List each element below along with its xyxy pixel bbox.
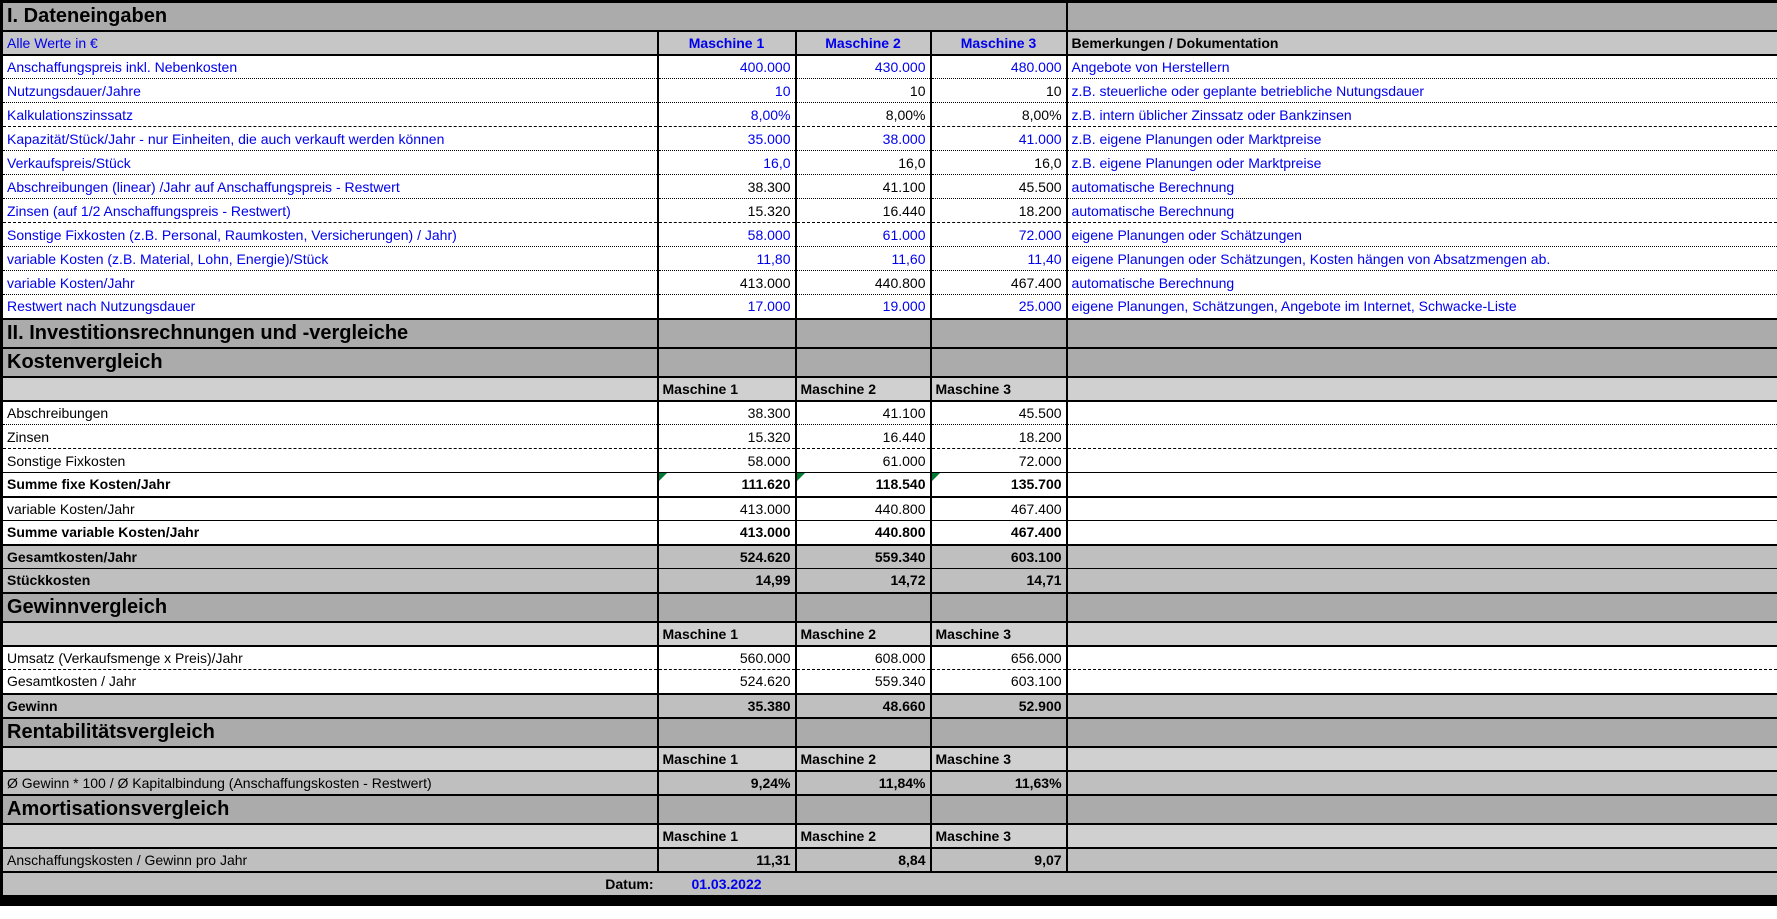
value-cell-maschine-3: 45.500 (931, 175, 1067, 199)
value-cell-maschine-3: 603.100 (931, 545, 1067, 569)
empty-cell (1067, 747, 1777, 771)
value-cell-maschine-1[interactable]: 11,80 (658, 247, 796, 271)
value-cell-maschine-2: 48.660 (796, 694, 931, 718)
value-cell-maschine-1: 15.320 (658, 199, 796, 223)
data-row (2, 670, 1777, 694)
section2-title-row (2, 319, 1777, 348)
machine-header-1: Maschine 1 (658, 377, 796, 401)
value-cell-maschine-1: 111.620 (658, 473, 796, 497)
date-value[interactable]: 01.03.2022 (658, 872, 796, 896)
value-cell-maschine-2: 41.100 (796, 401, 931, 425)
row-label-cell: Summe variable Kosten/Jahr (2, 521, 658, 545)
data-row (2, 127, 1777, 151)
value-cell-maschine-1[interactable]: 10 (658, 79, 796, 103)
empty-cell (1067, 848, 1777, 872)
section1-title-row (2, 2, 1777, 31)
remark-cell: eigene Planungen, Schätzungen, Angebote im Internet, Schwacke-Liste (1067, 295, 1777, 319)
empty-cell (1067, 2, 1777, 31)
empty-cell (931, 319, 1067, 348)
value-cell-maschine-2[interactable]: 19.000 (796, 295, 931, 319)
value-cell-maschine-3: 656.000 (931, 646, 1067, 670)
row-label-cell: Kapazität/Stück/Jahr - nur Einheiten, die auch verkauft werden können (2, 127, 658, 151)
row-label-cell: Abschreibungen (linear) /Jahr auf Anschaffungspreis - Restwert (2, 175, 658, 199)
value-cell-maschine-1: 58.000 (658, 449, 796, 473)
value-cell-maschine-1: 35.380 (658, 694, 796, 718)
row-label-cell: Zinsen (2, 425, 658, 449)
data-row (2, 401, 1777, 425)
empty-cell (658, 593, 796, 622)
date-label: Datum: (2, 872, 658, 896)
value-cell-maschine-2: 61.000 (796, 449, 931, 473)
empty-cell (1067, 521, 1777, 545)
machine-header-row (2, 622, 1777, 646)
row-label-cell: variable Kosten (z.B. Material, Lohn, Energie)/Stück (2, 247, 658, 271)
empty-cell (931, 795, 1067, 824)
value-cell-maschine-2[interactable]: 38.000 (796, 127, 931, 151)
empty-cell (658, 718, 796, 747)
row-label-cell: Sonstige Fixkosten (z.B. Personal, Raumkosten, Versicherungen) / Jahr) (2, 223, 658, 247)
value-cell-maschine-3: 11,63% (931, 771, 1067, 795)
value-cell-maschine-2: 559.340 (796, 670, 931, 694)
machine-header-2: Maschine 2 (796, 31, 931, 55)
empty-cell (1067, 593, 1777, 622)
empty-cell (1067, 670, 1777, 694)
value-cell-maschine-3: 52.900 (931, 694, 1067, 718)
row-label-cell: Gesamtkosten / Jahr (2, 670, 658, 694)
empty-cell (1067, 545, 1777, 569)
value-cell-maschine-2: 440.800 (796, 521, 931, 545)
empty-cell (796, 593, 931, 622)
data-row (2, 646, 1777, 670)
value-cell-maschine-1[interactable]: 8,00% (658, 103, 796, 127)
data-row (2, 271, 1777, 295)
empty-cell (2, 824, 658, 848)
empty-cell (796, 348, 931, 377)
remark-cell: eigene Planungen oder Schätzungen (1067, 223, 1777, 247)
machine-header-row (2, 824, 1777, 848)
data-row (2, 848, 1777, 872)
data-row (2, 199, 1777, 223)
value-cell-maschine-3: 467.400 (931, 497, 1067, 521)
section2-title: II. Investitionsrechnungen und -vergleiche (2, 319, 658, 348)
machine-header-2: Maschine 2 (796, 824, 931, 848)
data-row (2, 103, 1777, 127)
subsection-title: Gewinnvergleich (2, 593, 658, 622)
value-cell-maschine-3: 45.500 (931, 401, 1067, 425)
value-cell-maschine-3[interactable]: 480.000 (931, 55, 1067, 79)
row-label-cell: Abschreibungen (2, 401, 658, 425)
subsection-title: Kostenvergleich (2, 348, 658, 377)
value-cell-maschine-3: 16,0 (931, 151, 1067, 175)
empty-cell (1067, 646, 1777, 670)
data-row (2, 473, 1777, 497)
value-cell-maschine-1[interactable]: 400.000 (658, 55, 796, 79)
machine-header-3: Maschine 3 (931, 31, 1067, 55)
value-cell-maschine-1: 524.620 (658, 545, 796, 569)
sheet-bottom-edge (0, 897, 1777, 906)
row-label-cell: Anschaffungskosten / Gewinn pro Jahr (2, 848, 658, 872)
value-cell-maschine-2: 10 (796, 79, 931, 103)
subsection-title-row (2, 593, 1777, 622)
empty-cell (796, 872, 1777, 896)
value-cell-maschine-1: 11,31 (658, 848, 796, 872)
value-cell-maschine-2[interactable]: 11,60 (796, 247, 931, 271)
empty-cell (931, 348, 1067, 377)
subsection-title: Rentabilitätsvergleich (2, 718, 658, 747)
value-cell-maschine-2: 608.000 (796, 646, 931, 670)
machine-header-3: Maschine 3 (931, 377, 1067, 401)
remark-cell: automatische Berechnung (1067, 199, 1777, 223)
machine-header-2: Maschine 2 (796, 747, 931, 771)
value-cell-maschine-1[interactable]: 16,0 (658, 151, 796, 175)
value-cell-maschine-3: 467.400 (931, 521, 1067, 545)
data-row (2, 151, 1777, 175)
value-cell-maschine-2: 8,00% (796, 103, 931, 127)
data-row (2, 521, 1777, 545)
section1-header-row (2, 31, 1777, 55)
row-label-cell: Umsatz (Verkaufsmenge x Preis)/Jahr (2, 646, 658, 670)
value-cell-maschine-2: 11,84% (796, 771, 931, 795)
empty-cell (658, 348, 796, 377)
remark-cell: automatische Berechnung (1067, 175, 1777, 199)
row-label-cell: Anschaffungspreis inkl. Nebenkosten (2, 55, 658, 79)
value-cell-maschine-3: 9,07 (931, 848, 1067, 872)
empty-cell (1067, 569, 1777, 593)
data-row (2, 497, 1777, 521)
value-cell-maschine-2: 16,0 (796, 151, 931, 175)
empty-cell (1067, 401, 1777, 425)
empty-cell (658, 795, 796, 824)
date-row (2, 872, 1777, 896)
empty-cell (796, 319, 931, 348)
empty-cell (1067, 425, 1777, 449)
empty-cell (2, 622, 658, 646)
section1-title: I. Dateneingaben (2, 2, 1067, 31)
value-cell-maschine-3[interactable]: 72.000 (931, 223, 1067, 247)
empty-cell (2, 377, 658, 401)
value-cell-maschine-1: 15.320 (658, 425, 796, 449)
remark-cell: z.B. steuerliche oder geplante betriebliche Nutungsdauer (1067, 79, 1777, 103)
data-row (2, 694, 1777, 718)
data-row (2, 55, 1777, 79)
remark-cell: automatische Berechnung (1067, 271, 1777, 295)
remark-cell: eigene Planungen oder Schätzungen, Kosten hängen von Absatzmengen ab. (1067, 247, 1777, 271)
value-cell-maschine-2: 440.800 (796, 271, 931, 295)
remarks-header: Bemerkungen / Dokumentation (1067, 31, 1777, 55)
row-label-cell: Verkaufspreis/Stück (2, 151, 658, 175)
subsection-title-row (2, 795, 1777, 824)
empty-cell (1067, 622, 1777, 646)
machine-header-1: Maschine 1 (658, 824, 796, 848)
value-cell-maschine-1: 9,24% (658, 771, 796, 795)
row-label-cell: Gesamtkosten/Jahr (2, 545, 658, 569)
data-row (2, 425, 1777, 449)
empty-cell (1067, 348, 1777, 377)
empty-cell (1067, 795, 1777, 824)
value-cell-maschine-3: 10 (931, 79, 1067, 103)
value-cell-maschine-2: 41.100 (796, 175, 931, 199)
data-row (2, 771, 1777, 795)
row-label-cell: Kalkulationszinssatz (2, 103, 658, 127)
value-cell-maschine-3: 14,71 (931, 569, 1067, 593)
value-cell-maschine-3[interactable]: 11,40 (931, 247, 1067, 271)
row-label-cell: Zinsen (auf 1/2 Anschaffungspreis - Restwert) (2, 199, 658, 223)
empty-cell (2, 747, 658, 771)
value-cell-maschine-2: 14,72 (796, 569, 931, 593)
value-cell-maschine-3: 72.000 (931, 449, 1067, 473)
empty-cell (1067, 694, 1777, 718)
machine-header-3: Maschine 3 (931, 824, 1067, 848)
data-row (2, 545, 1777, 569)
value-cell-maschine-3: 135.700 (931, 473, 1067, 497)
machine-header-1: Maschine 1 (658, 622, 796, 646)
value-cell-maschine-3: 18.200 (931, 199, 1067, 223)
value-cell-maschine-3: 18.200 (931, 425, 1067, 449)
value-cell-maschine-1[interactable]: 17.000 (658, 295, 796, 319)
machine-header-2: Maschine 2 (796, 377, 931, 401)
remark-cell: Angebote von Herstellern (1067, 55, 1777, 79)
subsection-title-row (2, 348, 1777, 377)
empty-cell (796, 718, 931, 747)
value-cell-maschine-2: 16.440 (796, 425, 931, 449)
empty-cell (931, 593, 1067, 622)
empty-cell (1067, 497, 1777, 521)
value-cell-maschine-2: 8,84 (796, 848, 931, 872)
machine-header-row (2, 747, 1777, 771)
value-cell-maschine-2: 559.340 (796, 545, 931, 569)
row-label-cell: Gewinn (2, 694, 658, 718)
empty-cell (1067, 771, 1777, 795)
empty-cell (1067, 718, 1777, 747)
value-cell-maschine-2: 16.440 (796, 199, 931, 223)
value-cell-maschine-1: 38.300 (658, 175, 796, 199)
empty-cell (1067, 377, 1777, 401)
empty-cell (1067, 449, 1777, 473)
value-cell-maschine-1: 14,99 (658, 569, 796, 593)
value-cell-maschine-2[interactable]: 61.000 (796, 223, 931, 247)
row-label-cell: Restwert nach Nutzungsdauer (2, 295, 658, 319)
empty-cell (1067, 319, 1777, 348)
data-row (2, 247, 1777, 271)
value-cell-maschine-1: 38.300 (658, 401, 796, 425)
value-cell-maschine-3[interactable]: 25.000 (931, 295, 1067, 319)
value-cell-maschine-1: 413.000 (658, 271, 796, 295)
data-row (2, 223, 1777, 247)
data-row (2, 79, 1777, 103)
row-label-cell: variable Kosten/Jahr (2, 271, 658, 295)
value-cell-maschine-3: 8,00% (931, 103, 1067, 127)
machine-header-3: Maschine 3 (931, 747, 1067, 771)
empty-cell (1067, 824, 1777, 848)
value-cell-maschine-1: 413.000 (658, 497, 796, 521)
row-label-cell: Ø Gewinn * 100 / Ø Kapitalbindung (Anschaffungskosten - Restwert) (2, 771, 658, 795)
subsection-title: Amortisationsvergleich (2, 795, 658, 824)
machine-header-2: Maschine 2 (796, 622, 931, 646)
value-cell-maschine-1[interactable]: 35.000 (658, 127, 796, 151)
value-cell-maschine-3: 603.100 (931, 670, 1067, 694)
data-row (2, 295, 1777, 319)
value-cell-maschine-1[interactable]: 58.000 (658, 223, 796, 247)
data-row (2, 175, 1777, 199)
row-label-cell: Summe fixe Kosten/Jahr (2, 473, 658, 497)
empty-cell (658, 319, 796, 348)
value-cell-maschine-2: 440.800 (796, 497, 931, 521)
empty-cell (796, 795, 931, 824)
row-label-cell: Stückkosten (2, 569, 658, 593)
machine-header-1: Maschine 1 (658, 31, 796, 55)
value-cell-maschine-3[interactable]: 41.000 (931, 127, 1067, 151)
value-cell-maschine-1: 560.000 (658, 646, 796, 670)
machine-header-3: Maschine 3 (931, 622, 1067, 646)
empty-cell (1067, 473, 1777, 497)
empty-cell (931, 718, 1067, 747)
machine-header-row (2, 377, 1777, 401)
value-cell-maschine-2[interactable]: 430.000 (796, 55, 931, 79)
row-label-cell: Nutzungsdauer/Jahre (2, 79, 658, 103)
data-row (2, 449, 1777, 473)
value-cell-maschine-1: 524.620 (658, 670, 796, 694)
value-cell-maschine-1: 413.000 (658, 521, 796, 545)
data-row (2, 569, 1777, 593)
value-cell-maschine-3: 467.400 (931, 271, 1067, 295)
value-cell-maschine-2: 118.540 (796, 473, 931, 497)
row-label-cell: Sonstige Fixkosten (2, 449, 658, 473)
all-values-label: Alle Werte in € (2, 31, 658, 55)
remark-cell: z.B. intern üblicher Zinssatz oder Bankzinsen (1067, 103, 1777, 127)
remark-cell: z.B. eigene Planungen oder Marktpreise (1067, 127, 1777, 151)
machine-header-1: Maschine 1 (658, 747, 796, 771)
subsection-title-row (2, 718, 1777, 747)
row-label-cell: variable Kosten/Jahr (2, 497, 658, 521)
remark-cell: z.B. eigene Planungen oder Marktpreise (1067, 151, 1777, 175)
